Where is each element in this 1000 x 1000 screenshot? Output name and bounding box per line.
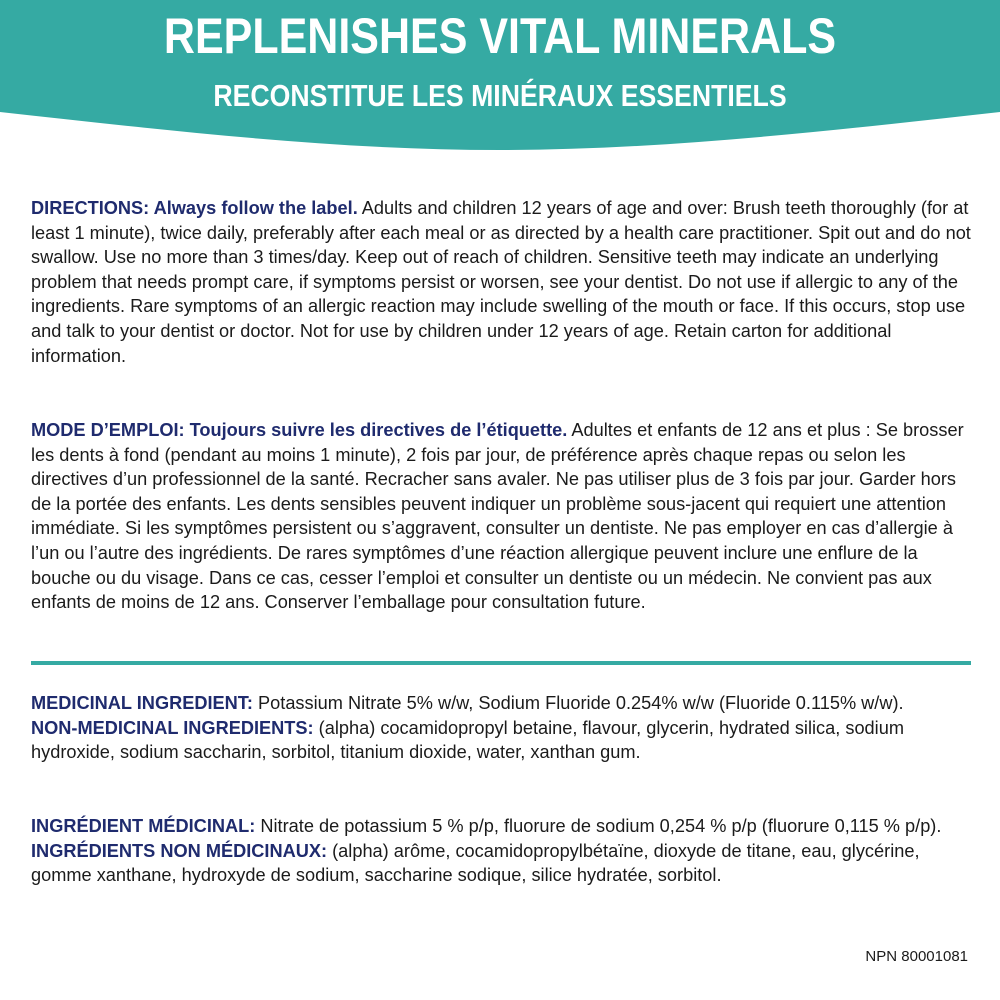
- directions-text-en: Adults and children 12 years of age and over: Brush teeth thoroughly (for at least 1 minute), twice daily, preferably after each meal or as directed by a health care practitioner. Spit out and do not swallow. Use no more than 3 times/day. Keep out of reach of children. Sensitive teeth may indicate an underlying problem that needs prompt care, if symptoms persist or worsen, see your dentist. Do not use if allergic to any of the ingredients. Rare symptoms of an allergic reaction may include swelling of the mouth or face. If this occurs, stop use and talk to your dentist or doctor. Not for use by children under 12 years of age. Retain carton for additional information.: [31, 198, 971, 366]
- ingredients-english: [31, 691, 979, 765]
- banner-title: REPLENISHES VITAL MINERALS: [163, 8, 837, 64]
- medicinal-text-en: Potassium Nitrate 5% w/w, Sodium Fluoride 0.254% w/w (Fluoride 0.115% w/w).: [252, 693, 904, 713]
- non-medicinal-ingredients-en: [31, 716, 979, 765]
- directions-english: [31, 196, 979, 368]
- non-medicinal-ingredients-fr: [31, 839, 979, 888]
- medicinal-label-en: MEDICINAL INGREDIENT:: [31, 693, 253, 713]
- non-medicinal-text-en: (alpha) cocamidopropyl betaine, flavour, glycerin, hydrated silica, sodium hydroxide, sodium saccharin, sorbitol, titanium dioxide, water, xanthan gum.: [31, 717, 904, 763]
- ingredients-french: [31, 814, 979, 888]
- directions-label-fr: MODE D’EMPLOI: Toujours suivre les directives de l’étiquette.: [31, 420, 568, 440]
- directions-paragraph-en: [31, 196, 979, 368]
- banner-subtitle: RECONSTITUE LES MINÉRAUX ESSENTIELS: [213, 78, 787, 113]
- medicinal-label-fr: INGRÉDIENT MÉDICINAL:: [31, 816, 256, 836]
- section-divider: [31, 661, 971, 665]
- directions-label-en: DIRECTIONS: Always follow the label.: [31, 198, 358, 218]
- non-medicinal-text-fr: (alpha) arôme, cocamidopropylbétaïne, dioxyde de titane, eau, glycérine, gomme xanthane, hydroxyde de sodium, saccharine sodique, silice hydratée, sorbitol.: [31, 840, 920, 886]
- medicinal-ingredient-fr: [31, 814, 979, 839]
- directions-text-fr: Adultes et enfants de 12 ans et plus : Se brosser les dents à fond (pendant au moins 1 minute), 2 fois par jour, de préférence après chaque repas ou selon les directives d’un professionnel de la santé. Recracher sans avaler. Ne pas utiliser plus de 3 fois par jour. Garder hors de la portée des enfants. Les dents sensibles peuvent indiquer un problème sous-jacent qui requiert une attention immédiate. Si les symptômes persistent ou s’aggravent, consulter un dentiste. Ne pas employer en cas d’allergie à l’un ou l’autre des ingrédients. De rares symptômes d’une réaction allergique peuvent inclure une enflure de la bouche ou du visage. Dans ce cas, cesser l’emploi et consulter un dentiste ou un médecin. Ne convient pas aux enfants de moins de 12 ans. Conserver l’emballage pour consultation future.: [31, 420, 964, 613]
- medicinal-text-fr: Nitrate de potassium 5 % p/p, fluorure de sodium 0,254 % p/p (fluorure 0,115 % p/p).: [255, 816, 942, 836]
- non-medicinal-label-fr: INGRÉDIENTS NON MÉDICINAUX:: [31, 840, 328, 861]
- npn-number: NPN 80001081: [865, 948, 968, 965]
- non-medicinal-label-en: NON-MEDICINAL INGREDIENTS:: [31, 717, 314, 738]
- directions-paragraph-fr: [31, 418, 979, 615]
- medicinal-ingredient-en: [31, 691, 979, 716]
- header-banner: [0, 0, 1000, 180]
- directions-french: [31, 418, 979, 615]
